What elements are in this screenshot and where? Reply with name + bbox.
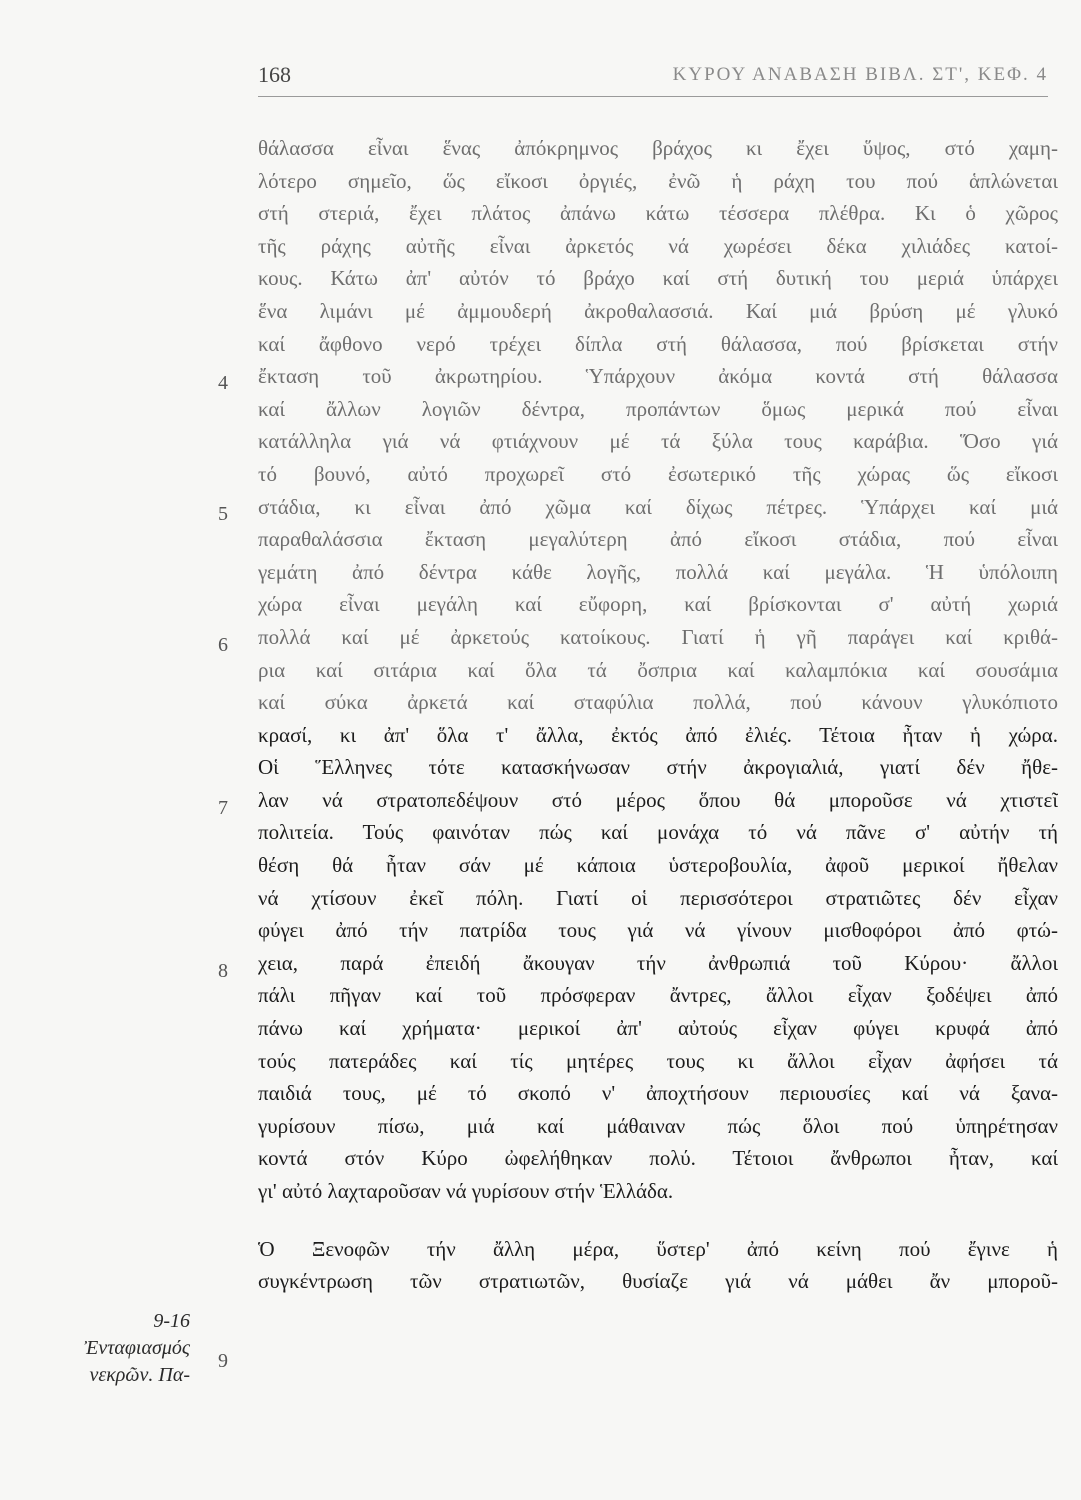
text-line: πάλι πῆγαν καί τοῦ πρόσφεραν ἄντρες, ἄλλοι εἶχαν ξοδέψει ἀπό [258, 983, 1058, 1008]
section-number: 9 [218, 1350, 228, 1372]
text-line: γι' αὐτό λαχταροῦσαν νά γυρίσουν στήν Ἑλλάδα. [258, 1179, 674, 1203]
section-number: 6 [218, 634, 228, 656]
text-line: χώρα εἶναι μεγάλη καί εὔφορη, καί βρίσκονται σ' αὐτή χωριά [258, 592, 1058, 617]
text-line: καί ἄφθονο νερό τρέχει δίπλα στή θάλασσα, πού βρίσκεται στήν [258, 331, 1058, 356]
text-line: πολλά καί μέ ἀρκετούς κατοίκους. Γιατί ἡ γῆ παράγει καί κριθά- [258, 624, 1058, 649]
text-line: λότερο σημεῖο, ὥς εἴκοσι ὀργιές, ἐνῶ ἡ ράχη του πού ἁπλώνεται [258, 168, 1058, 193]
section-number: 7 [218, 797, 228, 819]
text-line: παιδιά τους, μέ τό σκοπό ν' ἀποχτήσουν περιουσίες καί νά ξανα- [258, 1081, 1058, 1106]
text-line: λαν νά στρατοπεδέψουν στό μέρος ὅπου θά μποροῦσε νά χτιστεῖ [258, 787, 1058, 812]
running-title: ΚΥΡΟΥ ΑΝΑΒΑΣΗ ΒΙΒΛ. ΣΤ', ΚΕΦ. 4 [672, 64, 1048, 85]
margin-note-line: νεκρῶν. Πα- [89, 1364, 190, 1386]
text-line: Οἱ Ἕλληνες τότε κατασκήνωσαν στήν ἀκρογιαλιά, γιατί δέν ἤθε- [258, 755, 1058, 780]
text-line: στή στεριά, ἔχει πλάτος ἀπάνω κάτω τέσσερα πλέθρα. Κι ὁ χῶρος [258, 201, 1058, 226]
text-line: κους. Κάτω ἀπ' αὐτόν τό βράχο καί στή δυτική του μεριά ὑπάρχει [258, 266, 1058, 291]
text-line: γεμάτη ἀπό δέντρα κάθε λογῆς, πολλά καί μεγάλα. Ἡ ὑπόλοιπη [258, 559, 1058, 584]
text-line: καί σύκα ἀρκετά καί σταφύλια πολλά, πού κάνουν γλυκόπιοτο [258, 690, 1058, 715]
section-number: 8 [218, 960, 228, 982]
text-line: τῆς ράχης αὐτῆς εἶναι ἀρκετός νά χωρέσει δέκα χιλιάδες κατοί- [258, 233, 1058, 258]
text-line: ρια καί σιτάρια καί ὅλα τά ὄσπρια καί καλαμπόκια καί σουσάμια [258, 657, 1058, 682]
text-line: στάδια, κι εἶναι ἀπό χῶμα καί δίχως πέτρες. Ὑπάρχει καί μιά [258, 494, 1058, 519]
section-number: 4 [218, 372, 228, 394]
text-line: παραθαλάσσια ἔκταση μεγαλύτερη ἀπό εἴκοσι στάδια, πού εἶναι [258, 527, 1058, 552]
text-line: τούς πατεράδες καί τίς μητέρες τους κι ἄλλοι εἶχαν ἀφήσει τά [258, 1048, 1058, 1073]
text-line: πάνω καί χρήματα· μερικοί ἀπ' αὐτούς εἶχαν φύγει κρυφά ἀπό [258, 1016, 1058, 1041]
text-line: φύγει ἀπό τήν πατρίδα τους γιά νά γίνουν μισθοφόροι ἀπό φτώ- [258, 918, 1058, 943]
text-line: ἕνα λιμάνι μέ ἀμμουδερή ἀκροθαλασσιά. Καί μιά βρύση μέ γλυκό [258, 298, 1058, 323]
page-number: 168 [258, 62, 291, 87]
text-line: θέση θά ἦταν σάν μέ κάποια ὑστεροβουλία, ἀφοῦ μερικοί ἤθελαν [258, 853, 1058, 878]
text-line: χεια, παρά ἐπειδή ἄκουγαν τήν ἀνθρωπιά τοῦ Κύρου· ἄλλοι [258, 950, 1058, 975]
text-line: τό βουνό, αὐτό προχωρεῖ στό ἐσωτερικό τῆς χώρας ὥς εἴκοσι [258, 461, 1058, 486]
text-line: θάλασσα εἶναι ἕνας ἀπόκρημνος βράχος κι ἔχει ὕψος, στό χαμη- [258, 136, 1058, 160]
text-line: καί ἄλλων λογιῶν δέντρα, προπάντων ὅμως μερικά πού εἶναι [258, 396, 1058, 421]
margin-note-line: Ἐνταφιασμός [84, 1337, 190, 1359]
text-line: γυρίσουν πίσω, μιά καί μάθαιναν πώς ὅλοι πού ὑπηρέτησαν [258, 1113, 1058, 1138]
text-line: Ὁ Ξενοφῶν τήν ἄλλη μέρα, ὕστερ' ἀπό κείνη πού ἔγινε ἡ [258, 1236, 1058, 1261]
text-line: κρασί, κι ἀπ' ὅλα τ' ἄλλα, ἐκτός ἀπό ἐλιές. Τέτοια ἦταν ἡ χώρα. [258, 722, 1058, 747]
text-line: νά χτίσουν ἐκεῖ πόλη. Γιατί οἱ περισσότεροι στρατιῶτες δέν εἶχαν [258, 885, 1058, 910]
margin-note [20, 1308, 190, 1389]
text-line: ἔκταση τοῦ ἀκρωτηρίου. Ὑπάρχουν ἀκόμα κοντά στή θάλασσα [258, 364, 1058, 389]
running-head [258, 62, 1048, 97]
text-line: πολιτεία. Τούς φαινόταν πώς καί μονάχα τό νά πᾶνε σ' αὐτήν τή [258, 820, 1058, 845]
body-text [258, 132, 1058, 1298]
margin-note-range: 9-16 [153, 1310, 190, 1332]
text-line: συγκέντρωση τῶν στρατιωτῶν, θυσίαζε γιά νά μάθει ἄν μποροῦ- [258, 1269, 1058, 1294]
text-line: κοντά στόν Κύρο ὠφελήθηκαν πολύ. Τέτοιοι ἄνθρωποι ἦταν, καί [258, 1146, 1058, 1171]
text-line: κατάλληλα γιά νά φτιάχνουν μέ τά ξύλα τους καράβια. Ὅσο γιά [258, 429, 1058, 454]
section-number: 5 [218, 503, 228, 525]
paragraph-gap [258, 1208, 1058, 1233]
